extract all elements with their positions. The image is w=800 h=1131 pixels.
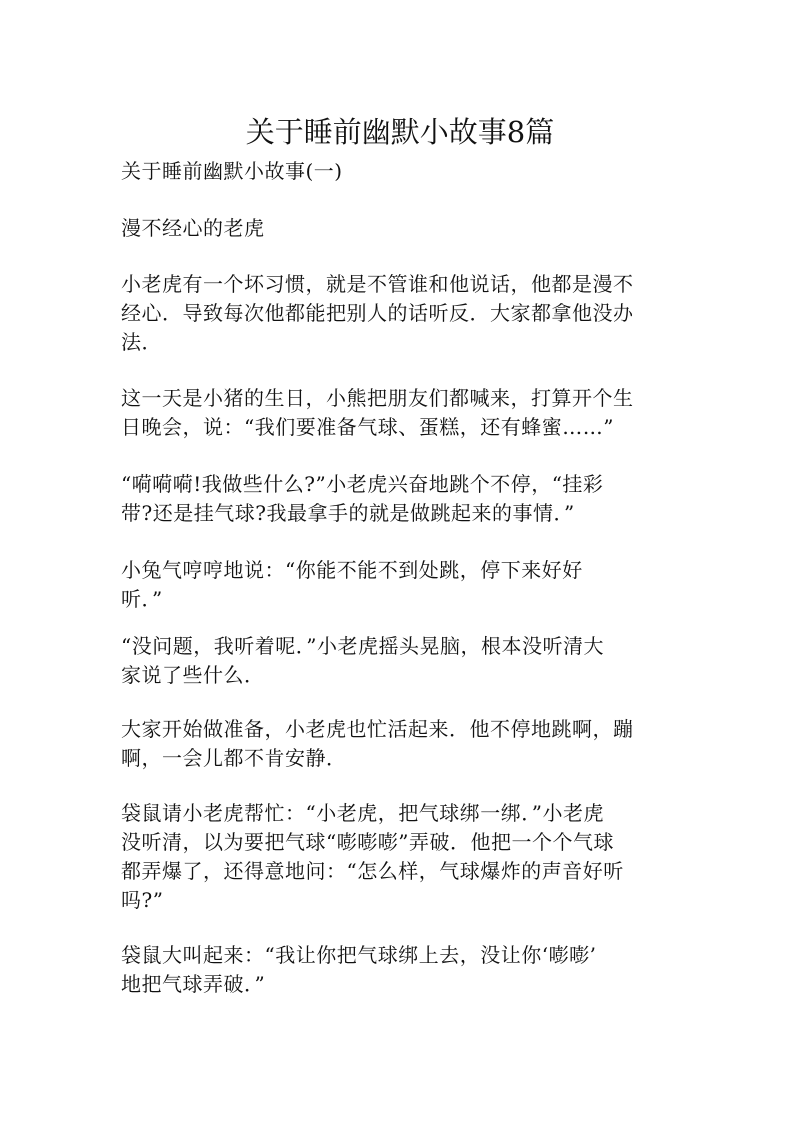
paragraph-line: 袋鼠大叫起来：“我让你把气球绑上去，没让你‘嘭嘭’ — [121, 943, 597, 967]
paragraph-line: 经心．导致每次他都能把别人的话听反．大家都拿他没办 — [121, 301, 634, 325]
paragraph-line: 听．” — [121, 587, 163, 611]
paragraph-line: 家说了些什么． — [121, 663, 265, 687]
paragraph-line: 没听清，以为要把气球“嘭嘭嘭”弄破．他把一个个气球 — [121, 830, 614, 854]
paragraph-line: 小兔气哼哼地说：“你能不能不到处跳，停下来好好 — [121, 558, 583, 582]
story-heading: 关于睡前幽默小故事(一) — [121, 159, 343, 183]
paragraph-line: “没问题，我听着呢．”小老虎摇头晃脑，根本没听清大 — [121, 634, 604, 658]
paragraph-line: 袋鼠请小老虎帮忙：“小老虎，把气球绑一绑．”小老虎 — [121, 801, 604, 825]
story-title: 漫不经心的老虎 — [121, 216, 265, 240]
paragraph-line: “嗬嗬嗬!我做些什么?”小老虎兴奋地跳个不停，“挂彩 — [121, 472, 604, 496]
paragraph-line: 带?还是挂气球?我最拿手的就是做跳起来的事情．” — [121, 501, 575, 525]
paragraph-line: 地把气球弄破．” — [121, 972, 266, 996]
page-title: 关于睡前幽默小故事8篇 — [245, 115, 555, 149]
paragraph-line: 大家开始做准备，小老虎也忙活起来．他不停地跳啊，蹦 — [121, 717, 634, 741]
paragraph-line: 都弄爆了，还得意地问：“怎么样，气球爆炸的声音好听 — [121, 859, 624, 883]
paragraph-line: 小老虎有一个坏习惯，就是不管谁和他说话，他都是漫不 — [121, 272, 634, 296]
paragraph-line: 吗?” — [121, 888, 164, 912]
paragraph-line: 日晚会，说：“我们要准备气球、蛋糕，还有蜂蜜……” — [121, 415, 614, 439]
paragraph-line: 这一天是小猪的生日，小熊把朋友们都喊来，打算开个生 — [121, 386, 634, 410]
paragraph-line: 法． — [121, 330, 162, 354]
paragraph-line: 啊，一会儿都不肯安静． — [121, 746, 347, 770]
